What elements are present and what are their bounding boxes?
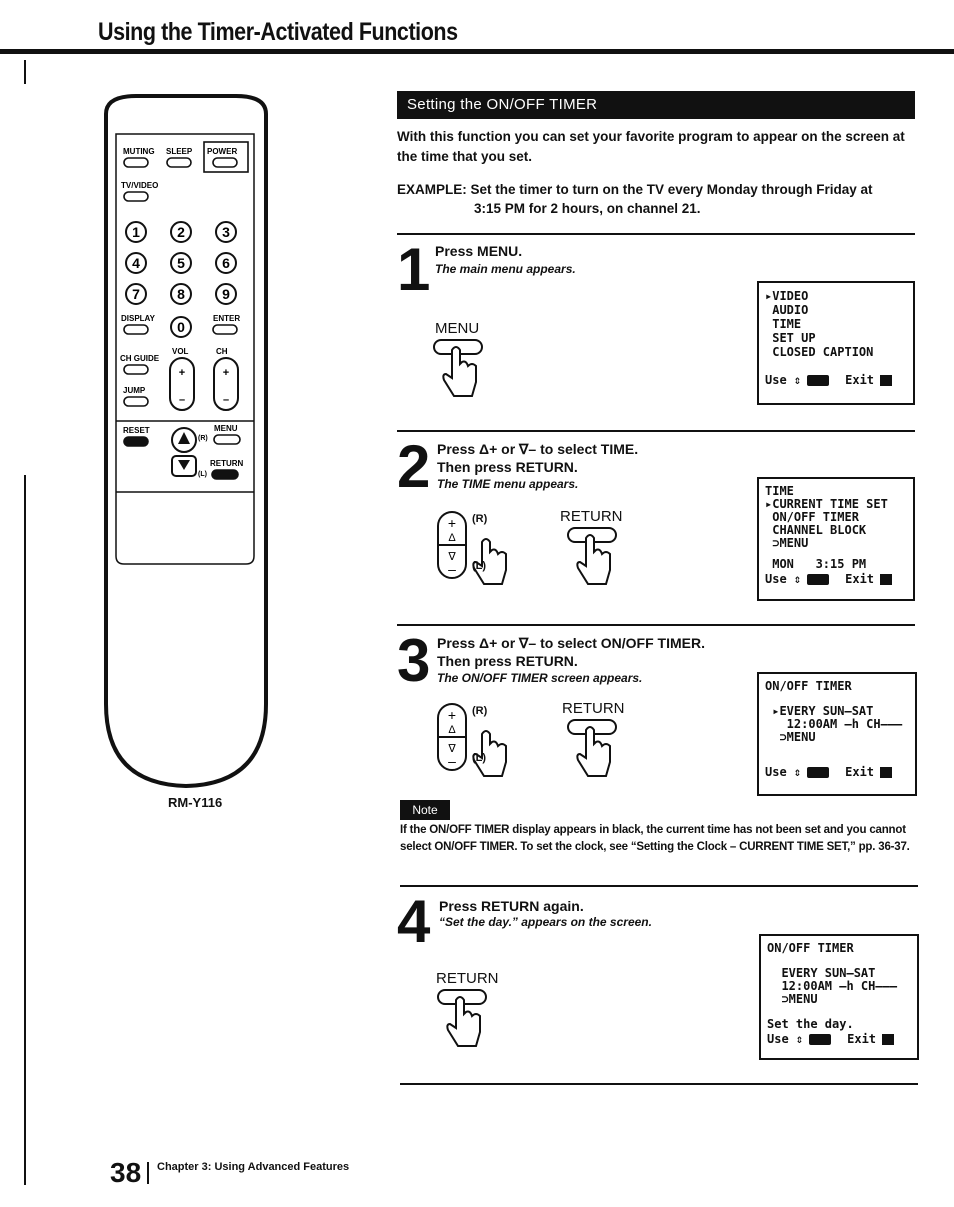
screen-line: Set the day. [767,1017,854,1031]
exit-label: Exit [845,373,875,387]
svg-text:JUMP: JUMP [123,386,146,395]
step-divider [397,430,915,432]
tv-screen-time-menu [757,477,915,601]
svg-text:SLEEP: SLEEP [166,147,193,156]
return-button-label: RETURN [560,508,623,525]
step-result: “Set the day.” appears on the screen. [439,915,652,929]
step-instruction-2: Then press RETURN. [437,459,578,475]
screen-line: ⊃MENU [765,730,816,744]
return-button-label: RETURN [436,970,499,987]
step-result: The ON/OFF TIMER screen appears. [437,671,643,685]
screen-line: 12:00AM –h CH––– [767,979,898,993]
intro-text: With this function you can set your favorite program to appear on the screen at the time that you set. [397,129,905,164]
menu-key-icon [880,574,892,585]
menu-key-icon [880,767,892,778]
svg-text:1: 1 [132,224,140,240]
svg-text:(R): (R) [198,435,208,442]
svg-text:ENTER: ENTER [213,314,241,323]
step-result: The main menu appears. [435,262,576,276]
margin-rule [24,60,26,84]
svg-text:Δ: Δ [448,724,456,736]
svg-text:(L): (L) [198,471,207,478]
use-label: Use ⇕ [765,373,802,387]
step-number: 1 [397,236,431,303]
svg-text:+: + [222,367,230,379]
screen-line: TIME [765,484,794,498]
svg-text:2: 2 [177,224,185,240]
svg-text:–: – [448,561,456,577]
screen-line: 12:00AM –h CH––– [765,717,903,731]
svg-text:RETURN: RETURN [210,459,244,468]
screen-line: TIME [765,317,802,331]
screen-line: MON 3:15 PM [765,557,867,571]
svg-text:+: + [447,707,457,723]
svg-text:7: 7 [132,286,140,302]
right-label: (R) [472,705,488,717]
screen-line: ON/OFF TIMER [767,941,854,955]
menu-button-label: MENU [435,320,480,337]
step-number: 4 [397,888,431,955]
return-key-icon [807,767,829,778]
tv-screen-set-day [759,934,919,1060]
step-instruction: Press Δ+ or ∇– to select TIME. [437,441,639,457]
step-divider [400,885,918,887]
screen-line: EVERY SUN–SAT [767,966,876,980]
left-label: (L) [472,560,487,572]
use-label: Use ⇕ [765,765,802,779]
svg-text:9: 9 [222,286,230,302]
svg-text:–: – [222,394,230,406]
menu-key-icon [882,1034,894,1045]
svg-text:CH: CH [216,347,228,356]
svg-text:DISPLAY: DISPLAY [121,314,155,323]
return-key-icon [809,1034,831,1045]
title-rule [0,49,954,54]
tv-video-button [124,192,148,201]
return-key-icon [807,574,829,585]
screen-line: CLOSED CAPTION [765,345,874,359]
svg-text:–: – [448,753,456,769]
remote-model-label: RM-Y116 [168,795,223,810]
example-text [397,180,917,218]
svg-text:3: 3 [222,224,230,240]
screen-line: ▸EVERY SUN–SAT [765,704,874,718]
screen-line: ▸VIDEO [765,289,809,303]
use-label: Use ⇕ [765,572,802,586]
svg-text:+: + [178,367,186,379]
left-label: (L) [472,752,487,764]
return-button-label: RETURN [562,700,625,717]
svg-text:6: 6 [222,255,230,271]
margin-rule-lower [24,475,26,1185]
step-number: 3 [397,627,431,694]
hand-pressing-return-icon [436,988,492,1050]
example-line-1: EXAMPLE: Set the timer to turn on the TV every Monday through Friday at [397,182,873,197]
muting-label: MUTING [123,147,155,156]
exit-label: Exit [847,1032,877,1046]
step-result: The TIME menu appears. [437,477,579,491]
use-label: Use ⇕ [767,1032,804,1046]
svg-text:MENU: MENU [214,424,238,433]
screen-line: AUDIO [765,303,809,317]
svg-text:POWER: POWER [207,147,238,156]
svg-text:Δ: Δ [448,532,456,544]
step-instruction: Press MENU. [435,243,523,259]
screen-line: ON/OFF TIMER [765,679,852,693]
note-text: If the ON/OFF TIMER display appears in black, the current time has not been set and you cannot select ON/OFF TIMER. To set the clock, see “Setting the Clock – CURRENT TIME SET,” pp. 36-37. [400,824,910,853]
example-line-2: 3:15 PM for 2 hours, on channel 21. [474,201,701,216]
hand-pressing-menu-icon [432,338,488,400]
exit-label: Exit [845,572,875,586]
screen-line: ▸CURRENT TIME SET [765,497,888,511]
screen-line: ON/OFF TIMER [765,510,859,524]
svg-text:∇: ∇ [448,743,456,755]
power-button [213,158,237,167]
screen-line: ⊃MENU [767,992,818,1006]
hand-pressing-return-icon [566,718,622,780]
page-number: 38 [110,1157,142,1188]
section-end-rule [400,1083,918,1085]
svg-text:0: 0 [177,319,185,335]
step-divider [397,233,915,235]
footer-separator [147,1162,149,1184]
svg-text:8: 8 [177,286,185,302]
svg-text:4: 4 [132,255,140,271]
step-number: 2 [397,433,431,500]
exit-label: Exit [845,765,875,779]
tv-screen-main-menu [757,281,915,405]
svg-text:CH GUIDE: CH GUIDE [120,354,160,363]
svg-text:∇: ∇ [448,551,456,563]
screen-line: SET UP [765,331,816,345]
hand-pressing-return-icon [566,526,622,588]
page-title: Using the Timer-Activated Functions [98,18,458,46]
step-instruction-2: Then press RETURN. [437,653,578,669]
section-header: Setting the ON/OFF TIMER [397,91,915,119]
menu-key-icon [880,375,892,386]
screen-line: ⊃MENU [765,536,809,550]
return-key-icon [807,375,829,386]
sleep-button [167,158,191,167]
step-instruction: Press RETURN again. [439,898,584,914]
svg-text:RESET: RESET [123,426,150,435]
tv-screen-on-off-timer [757,672,917,796]
svg-text:–: – [178,394,186,406]
svg-text:5: 5 [177,255,185,271]
svg-text:+: + [447,515,457,531]
step-instruction: Press Δ+ or ∇– to select ON/OFF TIMER. [437,635,705,651]
svg-text:VOL: VOL [172,347,189,356]
muting-button [124,158,148,167]
chapter-label: Chapter 3: Using Advanced Features [157,1161,350,1173]
svg-text:TV/VIDEO: TV/VIDEO [121,181,159,190]
remote-control-illustration [96,94,274,794]
step-divider [397,624,915,626]
note-tag: Note [400,800,450,820]
screen-line: CHANNEL BLOCK [765,523,867,537]
right-label: (R) [472,513,488,525]
